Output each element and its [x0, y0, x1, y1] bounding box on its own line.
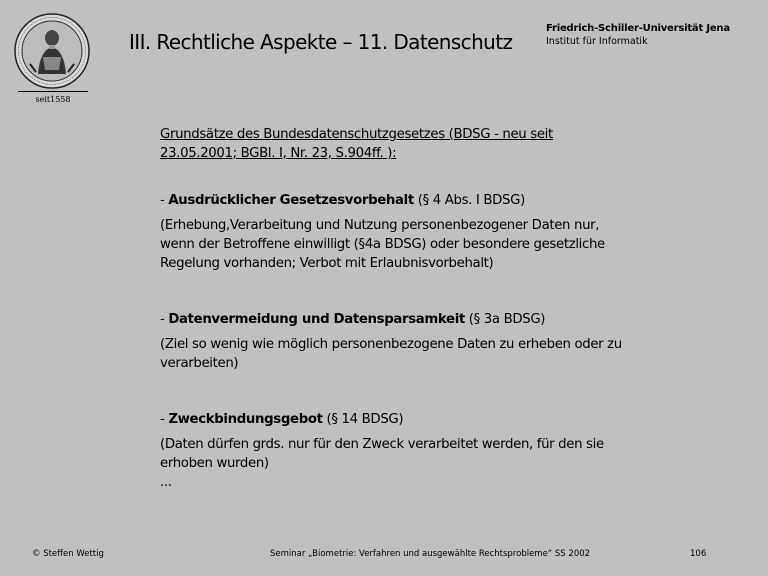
- university-block: [546, 23, 761, 47]
- content-ellipsis: ...: [160, 475, 172, 490]
- slide-title: III. Rechtliche Aspekte – 11. Datenschutz: [129, 30, 513, 54]
- university-name: Friedrich-Schiller-Universität Jena: [546, 23, 730, 34]
- principle-name: Datenvermeidung und Datensparsamkeit: [168, 312, 465, 327]
- institute-name: Institut für Informatik: [546, 36, 648, 47]
- item-prefix: -: [160, 412, 169, 427]
- principle-item-3: [160, 410, 630, 429]
- principle-name: Zweckbindungsgebot: [168, 412, 323, 427]
- principle-ref: (§ 4 Abs. I BDSG): [413, 193, 525, 208]
- content-heading: Grundsätze des Bundesdatenschutzgesetzes (BDSG - neu seit 23.05.2001; BGBl. I, Nr. 23, S.904ff. ):: [160, 127, 553, 161]
- item-prefix: -: [160, 312, 169, 327]
- principle-name: Ausdrücklicher Gesetzesvorbehalt: [168, 193, 414, 208]
- logo-divider: [18, 91, 88, 92]
- university-seal-icon: [12, 12, 94, 92]
- principle-ref: (§ 3a BDSG): [464, 312, 546, 327]
- principle-desc-3: (Daten dürfen grds. nur für den Zweck verarbeitet werden, für den sie erhoben wurden): [160, 437, 604, 471]
- item-prefix: -: [160, 193, 169, 208]
- principle-item-1: [160, 191, 630, 210]
- logo-caption: seit1558: [35, 95, 71, 104]
- principle-ref: (§ 14 BDSG): [322, 412, 404, 427]
- university-logo: [12, 12, 94, 112]
- principle-desc-1: (Erhebung,Verarbeitung und Nutzung personenbezogener Daten nur, wenn der Betroffene einwilligt (§4a BDSG) oder besondere gesetzliche Regelung vorhanden; Verbot mit Erlaubnisvorbehalt): [160, 218, 605, 271]
- principle-item-2: [160, 310, 630, 329]
- principle-desc-2: (Ziel so wenig wie möglich personenbezogene Daten zu erheben oder zu verarbeiten): [160, 337, 622, 371]
- slide-content: [160, 125, 630, 492]
- footer-seminar: Seminar „Biometrie: Verfahren und ausgewählte Rechtsprobleme“ SS 2002: [270, 549, 591, 559]
- footer-page-number: 106: [690, 549, 707, 559]
- footer-author: © Steffen Wettig: [32, 549, 104, 559]
